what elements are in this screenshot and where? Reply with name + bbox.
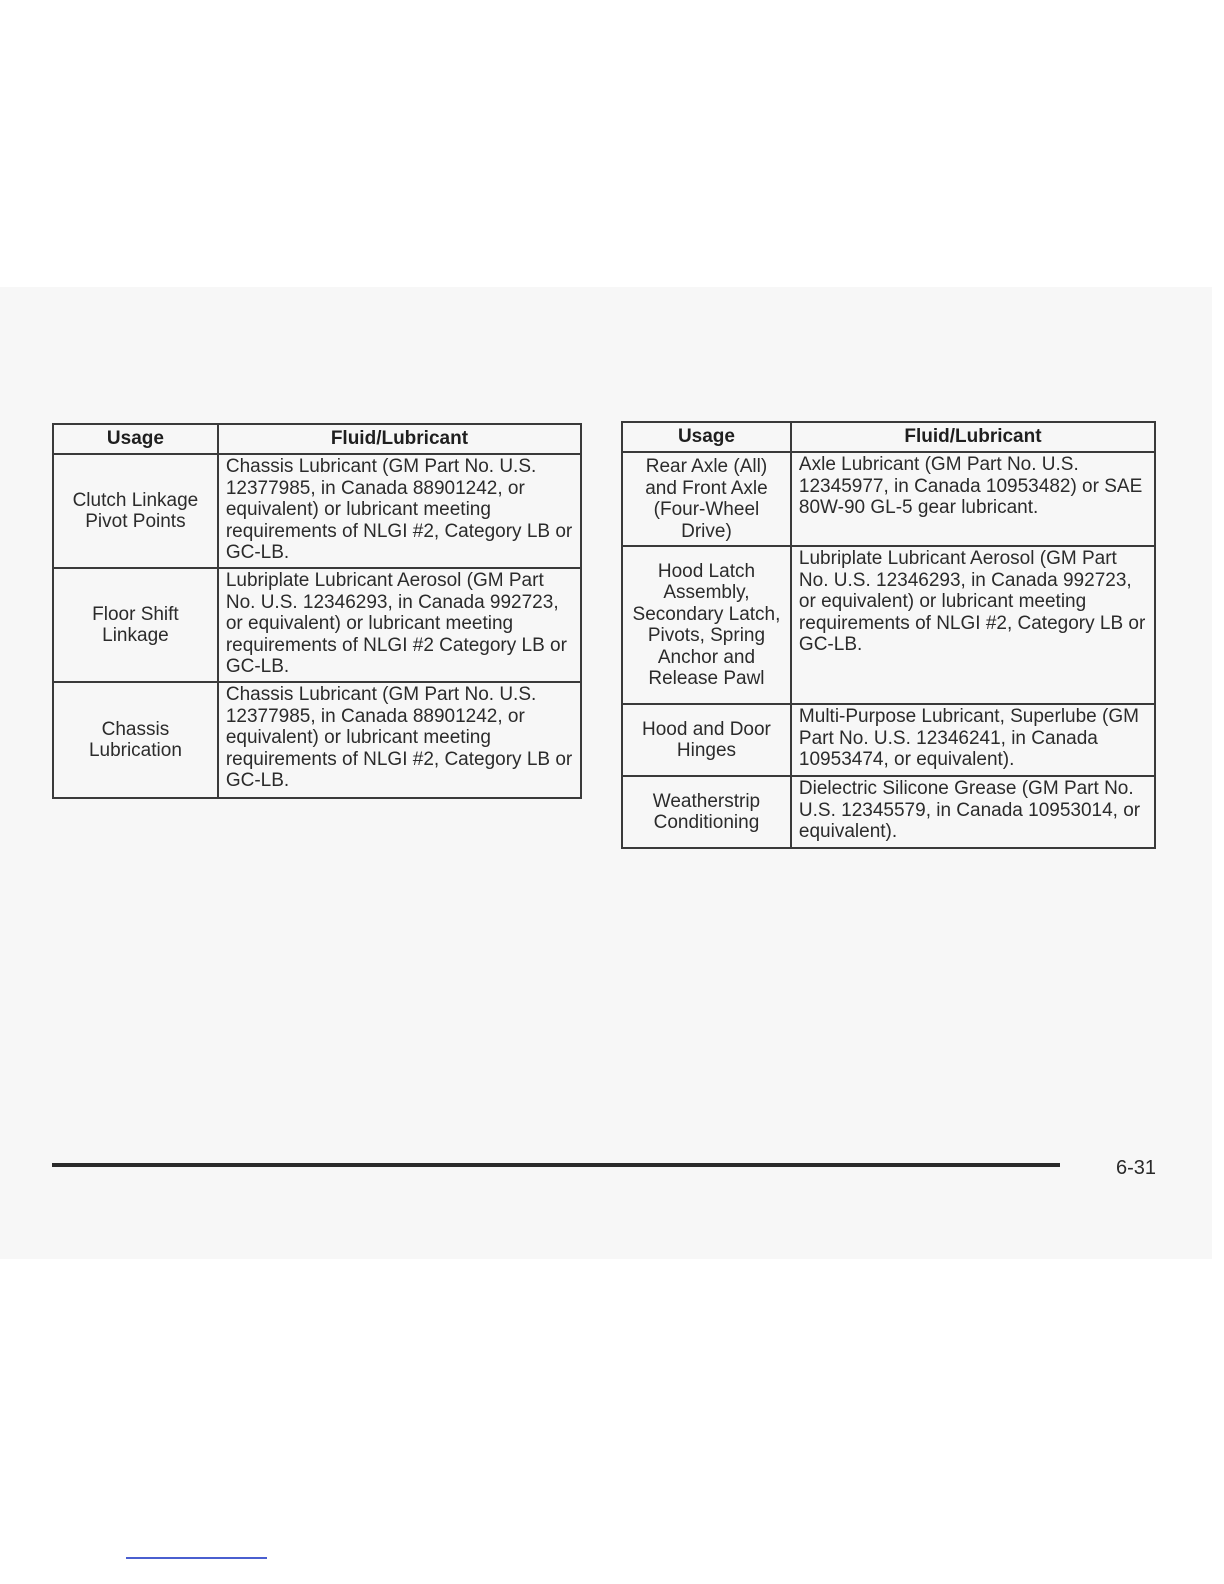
usage-cell: [53, 568, 218, 682]
table-header-row: [53, 424, 581, 454]
usage-column-header: Usage: [53, 424, 218, 454]
usage-column-header: Usage: [622, 422, 791, 452]
table-header-row: [622, 422, 1155, 452]
usage-cell: [622, 776, 791, 848]
usage-cell: [53, 454, 218, 568]
table-row: [53, 682, 581, 798]
table-row: [53, 454, 581, 568]
fluid-cell: Lubriplate Lubricant Aerosol (GM Part No. U.S. 12346293, in Canada 992723, or equivalent) or lubricant meeting requirements of NLGI #2 Category LB or GC-LB.: [218, 568, 581, 682]
usage-text: Weatherstrip Conditioning: [652, 790, 761, 833]
usage-text: Hood Latch Assembly, Secondary Latch, Pivots, Spring Anchor and Release Pawl: [632, 560, 781, 689]
table-row: [622, 704, 1155, 776]
fluid-column-header: Fluid/Lubricant: [218, 424, 581, 454]
fluid-cell: Lubriplate Lubricant Aerosol (GM Part No. U.S. 12346293, in Canada 992723, or equivalent) or lubricant meeting requirements of NLGI #2, Category LB or GC-LB.: [791, 546, 1155, 704]
fluid-cell: Multi-Purpose Lubricant, Superlube (GM Part No. U.S. 12346241, in Canada 10953474, or equivalent).: [791, 704, 1155, 776]
page-number: 6-31: [1116, 1157, 1157, 1179]
usage-cell: [622, 704, 791, 776]
lubricant-table-left: [52, 423, 582, 799]
usage-cell: [53, 682, 218, 798]
usage-cell: [622, 452, 791, 546]
link-underline[interactable]: [126, 1557, 267, 1559]
lubricant-table-right: [621, 421, 1156, 849]
usage-text: Clutch Linkage Pivot Points: [72, 489, 199, 532]
usage-text: Hood and Door Hinges: [642, 718, 771, 761]
footer-rule: [52, 1163, 1060, 1167]
table-row: [622, 452, 1155, 546]
table-row: [53, 568, 581, 682]
fluid-cell: Chassis Lubricant (GM Part No. U.S. 12377985, in Canada 88901242, or equivalent) or lubricant meeting requirements of NLGI #2, Category LB or GC-LB.: [218, 682, 581, 798]
fluid-cell: Chassis Lubricant (GM Part No. U.S. 12377985, in Canada 88901242, or equivalent) or lubricant meeting requirements of NLGI #2, Category LB or GC-LB.: [218, 454, 581, 568]
table-row: [622, 546, 1155, 704]
fluid-column-header: Fluid/Lubricant: [791, 422, 1155, 452]
fluid-cell: Dielectric Silicone Grease (GM Part No. U.S. 12345579, in Canada 10953014, or equivalent).: [791, 776, 1155, 848]
usage-text: Floor Shift Linkage: [92, 603, 179, 646]
fluid-cell: Axle Lubricant (GM Part No. U.S. 12345977, in Canada 10953482) or SAE 80W-90 GL-5 gear lubricant.: [791, 452, 1155, 546]
usage-text: Rear Axle (All) and Front Axle (Four-Wheel Drive): [645, 456, 768, 542]
usage-text: Chassis Lubrication: [88, 718, 182, 761]
usage-cell: [622, 546, 791, 704]
table-row: [622, 776, 1155, 848]
